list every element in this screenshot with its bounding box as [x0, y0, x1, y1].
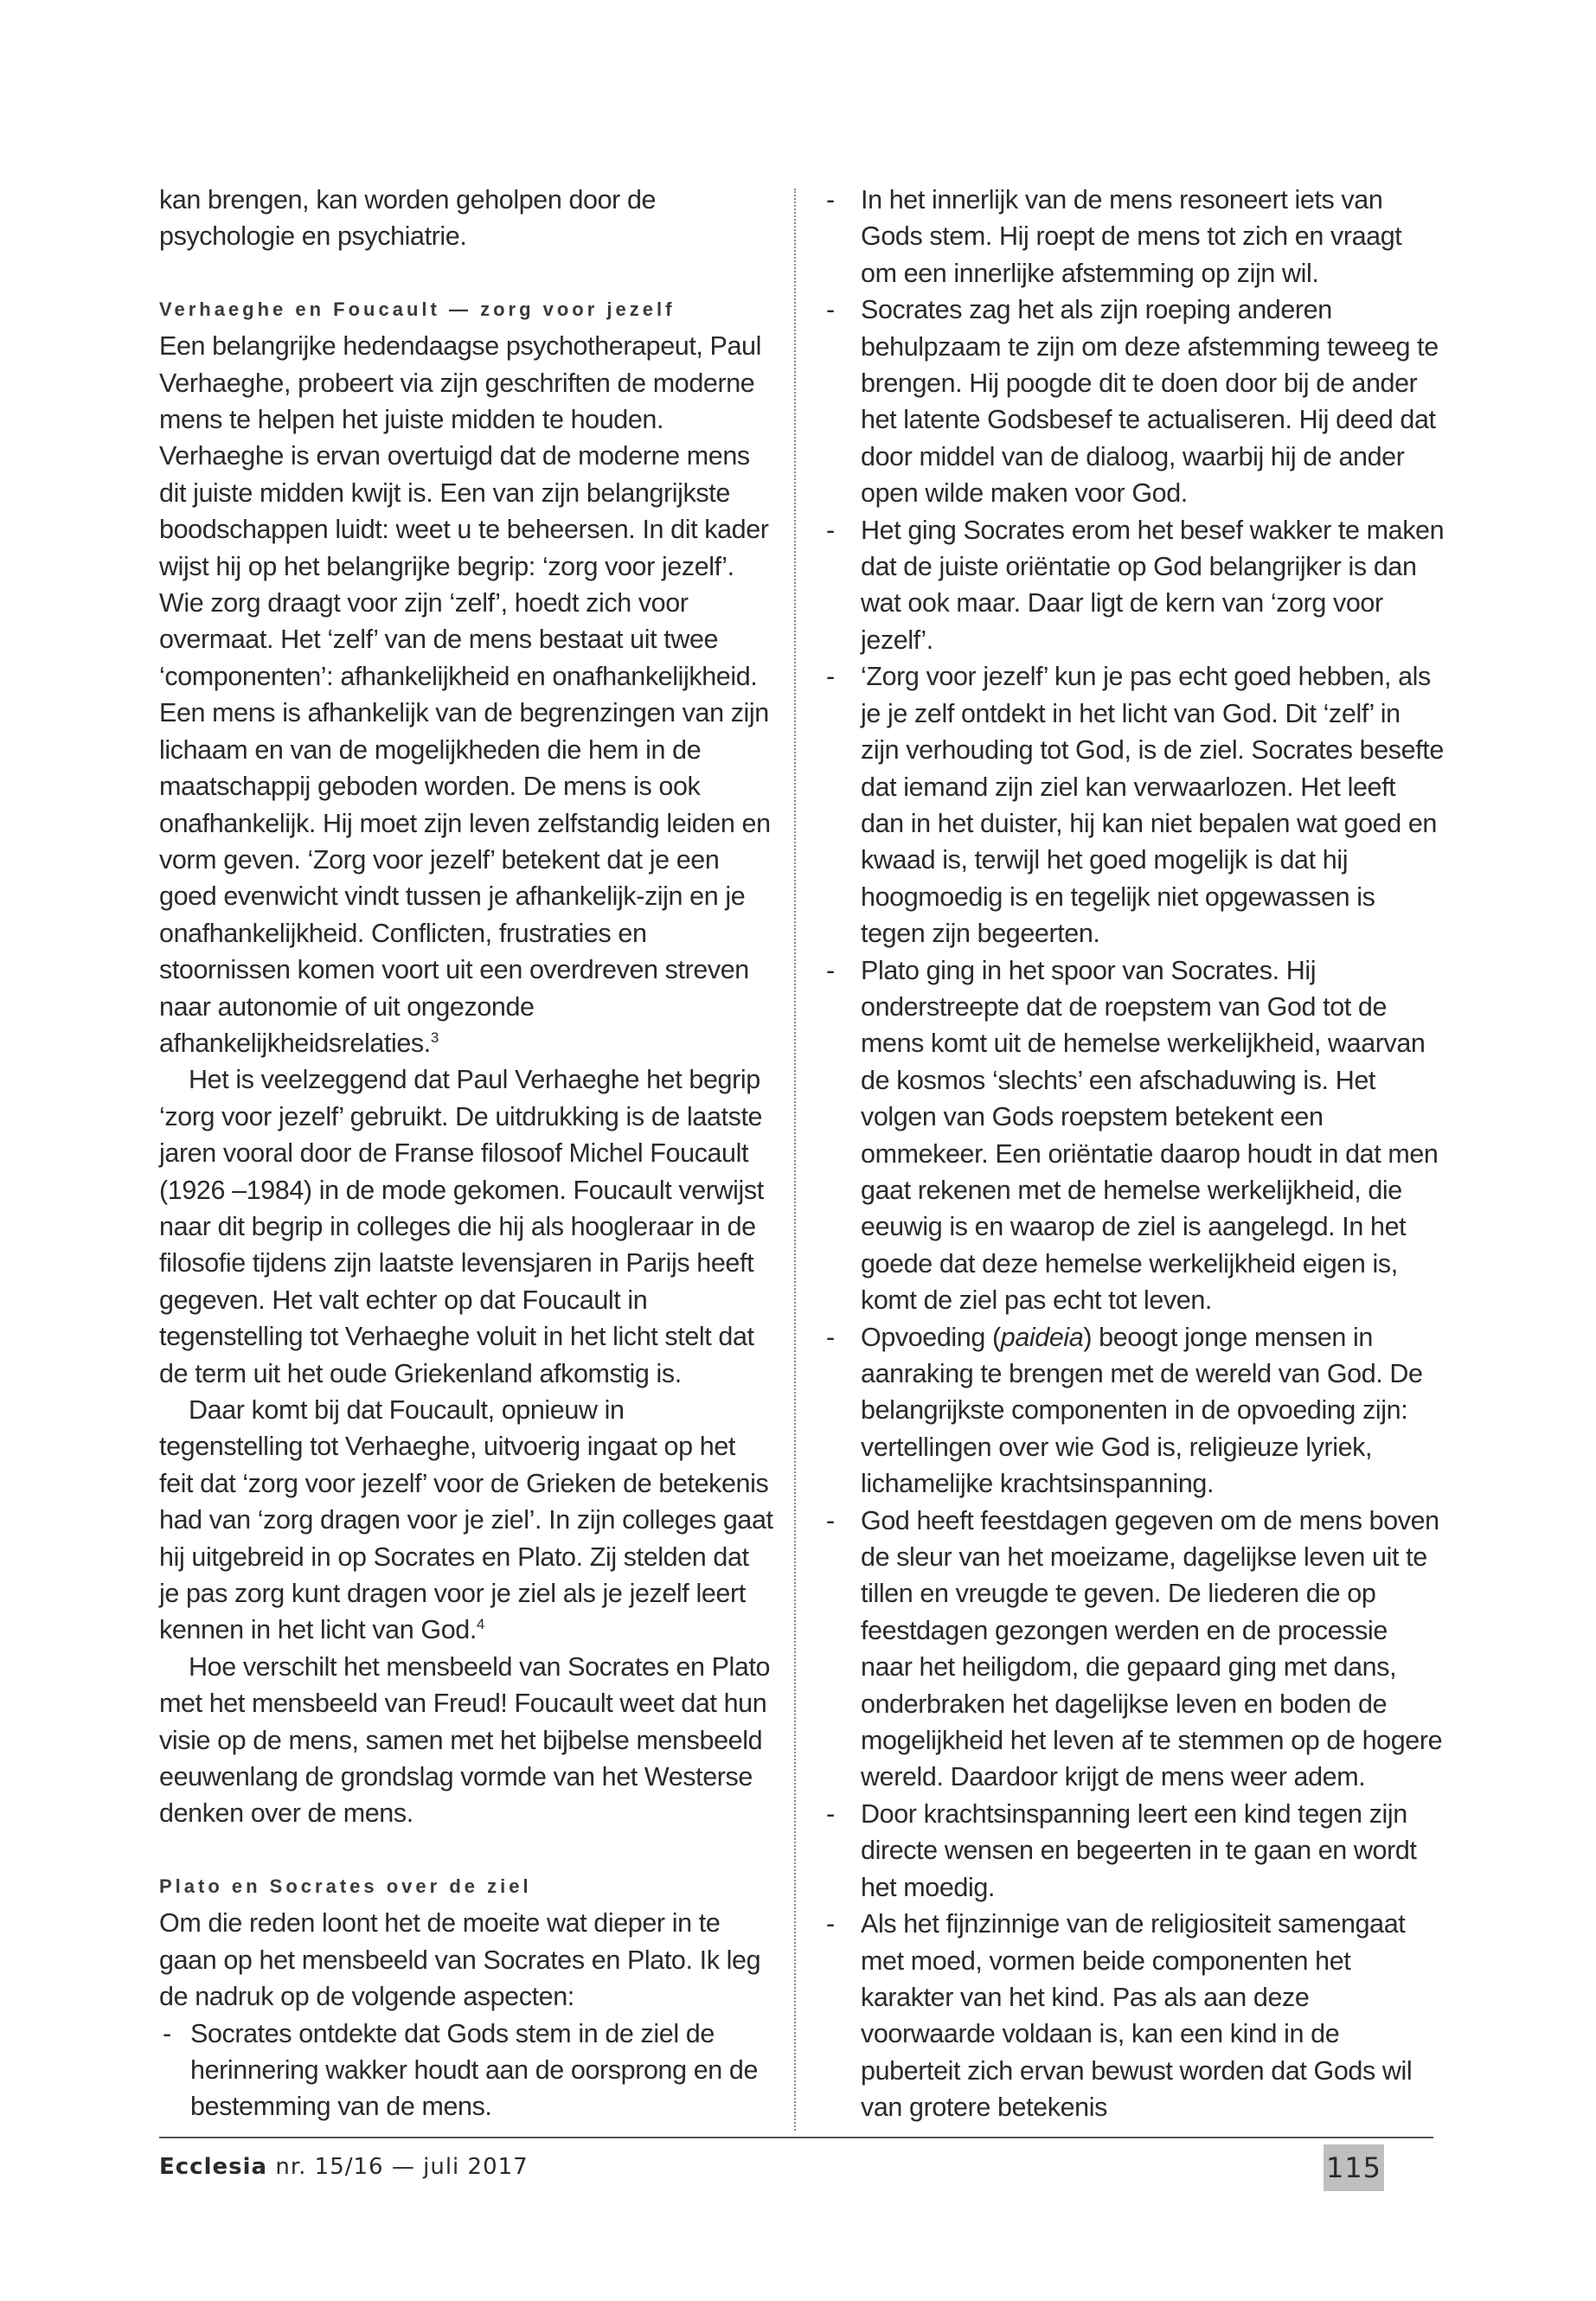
section-heading-plato-socrates: Plato en Socrates over de ziel: [159, 1875, 532, 1897]
paragraph-text: Daar komt bij dat Foucault, opnieuw in tegenstelling tot Verhaeghe, uitvoerig ingaat op het feit dat ‘zorg voor jezelf’ voor de Grieken de betekenis had van ‘zorg dragen voor je ziel’. In zijn colleges gaat hij uitgebreid in op Socrates en Plato. Zij stelden dat je pas zorg kunt dragen voor je ziel als je jezelf leert kennen in het licht van God.: [159, 1395, 773, 1645]
spacer: [159, 1832, 773, 1868]
list-item: - Het ging Socrates erom het besef wakker te maken dat de juiste oriëntatie op God belangrijker is dan wat ook maar. Daar ligt de kern van ‘zorg voor jezelf’.: [826, 512, 1445, 659]
paragraph: [159, 328, 773, 1061]
list-item: - Socrates ontdekte dat Gods stem in de ziel de herinnering wakker houdt aan de oorsprong en de bestemming van de mens.: [159, 2016, 773, 2125]
list-item-text: Opvoeding (: [861, 1322, 1001, 1352]
spacer: [159, 255, 773, 292]
right-column: [826, 182, 1445, 2126]
footer-rule: [159, 2137, 1433, 2138]
issue-info: nr. 15/16 — juli 2017: [275, 2154, 529, 2180]
list-item: - Als het fijnzinnige van de religiositeit samengaat met moed, vormen beide componenten het karakter van het kind. Pas als aan deze voorwaarde voldaan is, kan een kind in de puberteit zich ervan bewust worden dat Gods wil van grotere betekenis: [826, 1906, 1445, 2125]
paragraph: Het is veelzeggend dat Paul Verhaeghe het begrip ‘zorg voor jezelf’ gebruikt. De uitdrukking is de laatste jaren vooral door de Franse filosoof Michel Foucault (1926 –1984) in de mode gekomen. Foucault verwijst naar dit begrip in colleges die hij als hoogleraar in de filosofie tijdens zijn laatste levensjaren in Parijs heeft gegeven. Het valt echter op dat Foucault in tegenstelling tot Verhaeghe voluit in het licht stelt dat de term uit het oude Griekenland afkomstig is.: [159, 1065, 764, 1388]
paragraph: [159, 1392, 773, 1649]
list-item: - In het innerlijk van de mens resoneert iets van Gods stem. Hij roept de mens tot zich en vraagt om een innerlijke afstemming op zijn wil.: [826, 182, 1445, 292]
list-item: - Door krachtsinspanning leert een kind tegen zijn directe wensen en begeerten in te gaan en wordt het moedig.: [826, 1796, 1445, 1906]
column-divider: [794, 189, 796, 2131]
page-number: 115: [1324, 2144, 1384, 2191]
list-item: [826, 1319, 1445, 1503]
footer: [159, 2154, 529, 2180]
journal-name: Ecclesia: [159, 2154, 268, 2180]
italic-term: paideia: [1000, 1322, 1084, 1352]
left-column: [159, 182, 773, 2125]
aspect-list: [159, 2016, 773, 2125]
list-item: - Plato ging in het spoor van Socrates. Hij onderstreepte dat de roepstem van God tot de mens komt uit de hemelse werkelijkheid, waarvan de kosmos ‘slechts’ een afschaduwing is. Het volgen van Gods roepstem betekent een ommekeer. Een oriëntatie daarop houdt in dat men gaat rekenen met de hemelse werkelijkheid, die eeuwig is en waarop de ziel is aangelegd. In het goede dat deze hemelse werkelijkheid eigen is, komt de ziel pas echt tot leven.: [826, 952, 1445, 1319]
intro-paragraph: kan brengen, kan worden geholpen door de psychologie en psychiatrie.: [159, 185, 657, 252]
paragraph: Om die reden loont het de moeite wat dieper in te gaan op het mensbeeld van Socrates en Plato. Ik leg de nadruk op de volgende aspecten:: [159, 1908, 761, 2012]
footnote-ref: 4: [476, 1616, 484, 1633]
list-item: - God heeft feestdagen gegeven om de mens boven de sleur van het moeizame, dagelijkse leven uit te tillen en vreugde te geven. De liederen die op feestdagen gezongen werden en de processie naar het heiligdom, die gepaard ging met dans, onderbraken het dagelijkse leven en boden de mogelijkheid het leven af te stemmen op de hogere wereld. Daardoor krijgt de mens weer adem.: [826, 1503, 1445, 1796]
paragraph-text: Een belangrijke hedendaagse psychotherapeut, Paul Verhaeghe, probeert via zijn geschriften de moderne mens te helpen het juiste midden te houden. Verhaeghe is ervan overtuigd dat de moderne mens dit juiste midden kwijt is. Een van zijn belangrijkste boodschappen luidt: weet u te beheersen. In dit kader wijst hij op het belangrijke begrip: ‘zorg voor jezelf’. Wie zorg draagt voor zijn ‘zelf’, hoedt zich voor overmaat. Het ‘zelf’ van de mens bestaat uit twee ‘componenten’: afhankelijkheid en onafhankelijkheid. Een mens is afhankelijk van de begrenzingen van zijn lichaam en van de mogelijkheden die hem in de maatschappij geboden worden. De mens is ook onafhankelijk. Hij moet zijn leven zelfstandig leiden en vorm geven. ‘Zorg voor jezelf’ betekent dat je een goed evenwicht vindt tussen je afhankelijk-zijn en je onafhankelijkheid. Conflicten, frustraties en stoornissen komen voort uit een overdreven streven naar autonomie of uit ongezonde afhankelijkheidsrelaties.: [159, 331, 771, 1058]
aspect-list-continued: [826, 182, 1445, 2126]
paragraph: Hoe verschilt het mensbeeld van Socrates en Plato met het mensbeeld van Freud! Foucault weet dat hun visie op de mens, samen met het bijbelse mensbeeld eeuwenlang de grondslag vormde van het Westerse denken over de mens.: [159, 1651, 771, 1829]
list-item: - ‘Zorg voor jezelf’ kun je pas echt goed hebben, als je je zelf ontdekt in het licht van God. Dit ‘zelf’ in zijn verhouding tot God, is de ziel. Socrates besefte dat iemand zijn ziel kan verwaarlozen. Het leeft dan in het duister, hij kan niet bepalen wat goed en kwaad is, terwijl het goed mogelijk is dat hij hoogmoedig is en tegelijk niet opgewassen is tegen zijn begeerten.: [826, 658, 1445, 952]
list-item: - Socrates zag het als zijn roeping anderen behulpzaam te zijn om deze afstemming teweeg te brengen. Hij poogde dit te doen door bij de ander het latente Godsbesef te actualiseren. Hij deed dat door middel van de dialoog, waarbij hij de ander open wilde maken voor God.: [826, 292, 1445, 511]
section-heading-verhaeghe-foucault: Verhaeghe en Foucault — zorg voor jezelf: [159, 298, 676, 320]
list-item-text: ) beoogt jonge mensen in aanraking te brengen met de wereld van God. De belangrijkste componenten in de opvoeding zijn: vertellingen over wie God is, religieuze lyriek, lichamelijke krachtsinspanning.: [861, 1322, 1423, 1499]
footnote-ref: 3: [430, 1029, 439, 1046]
